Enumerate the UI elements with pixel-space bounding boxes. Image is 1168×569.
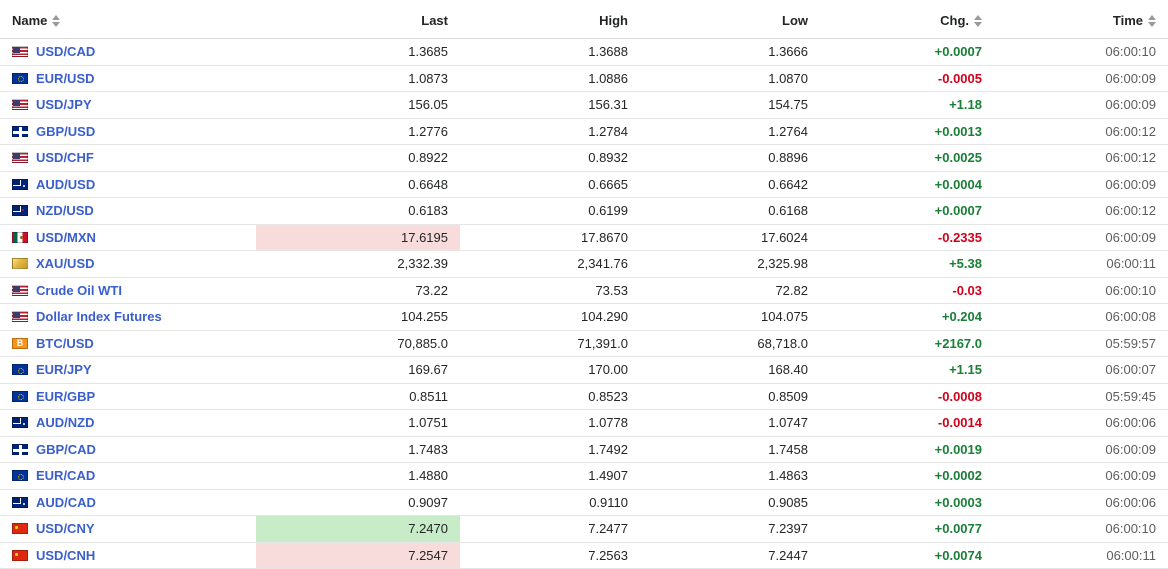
table-row[interactable] xyxy=(0,65,1168,92)
cell-last: 1.4880 xyxy=(256,463,460,490)
instrument-link[interactable]: EUR/JPY xyxy=(36,362,92,378)
gb-flag-icon xyxy=(12,444,28,455)
cell-last: 104.255 xyxy=(256,304,460,331)
cell-instrument xyxy=(0,145,256,172)
cell-change: -0.03 xyxy=(820,277,994,304)
cell-low: 2,325.98 xyxy=(640,251,820,278)
cell-time: 06:00:10 xyxy=(994,277,1168,304)
cell-high: 170.00 xyxy=(460,357,640,384)
sort-arrows-icon[interactable] xyxy=(1148,15,1156,27)
cell-last: 1.3685 xyxy=(256,39,460,66)
cell-high: 7.2563 xyxy=(460,542,640,569)
column-header-time-label: Time xyxy=(1112,13,1143,28)
cell-change: -0.0008 xyxy=(820,383,994,410)
table-row[interactable] xyxy=(0,463,1168,490)
instrument-link[interactable]: GBP/CAD xyxy=(36,441,96,457)
cell-low: 72.82 xyxy=(640,277,820,304)
cell-low: 1.2764 xyxy=(640,118,820,145)
sort-arrows-icon[interactable] xyxy=(52,15,60,27)
column-header-high-label: High xyxy=(599,13,628,28)
cell-high: 0.6665 xyxy=(460,171,640,198)
cell-time: 06:00:07 xyxy=(994,357,1168,384)
cell-instrument xyxy=(0,118,256,145)
cell-time: 06:00:09 xyxy=(994,171,1168,198)
table-row[interactable] xyxy=(0,410,1168,437)
table-row[interactable] xyxy=(0,92,1168,119)
cell-last: 0.6183 xyxy=(256,198,460,225)
us-flag-icon xyxy=(12,285,28,296)
cell-low: 17.6024 xyxy=(640,224,820,251)
us-flag-icon xyxy=(12,99,28,110)
cell-change: +0.0074 xyxy=(820,542,994,569)
btc-icon xyxy=(12,338,28,349)
cell-low: 154.75 xyxy=(640,92,820,119)
table-body xyxy=(0,39,1168,569)
cell-high: 1.0886 xyxy=(460,65,640,92)
cell-last: 17.6195 xyxy=(256,224,460,251)
cell-change: +0.0003 xyxy=(820,489,994,516)
cell-time: 06:00:12 xyxy=(994,198,1168,225)
cell-change: +2167.0 xyxy=(820,330,994,357)
cell-change: +5.38 xyxy=(820,251,994,278)
cell-high: 0.8523 xyxy=(460,383,640,410)
instrument-link[interactable]: AUD/NZD xyxy=(36,415,95,431)
au-flag-icon xyxy=(12,179,28,190)
cell-time: 06:00:11 xyxy=(994,542,1168,569)
cell-low: 7.2397 xyxy=(640,516,820,543)
cell-high: 1.0778 xyxy=(460,410,640,437)
cell-change: -0.0014 xyxy=(820,410,994,437)
cn-flag-icon xyxy=(12,523,28,534)
cell-last: 1.2776 xyxy=(256,118,460,145)
cell-high: 1.4907 xyxy=(460,463,640,490)
cell-time: 05:59:45 xyxy=(994,383,1168,410)
cell-change: +0.0019 xyxy=(820,436,994,463)
table-row[interactable] xyxy=(0,330,1168,357)
table-row[interactable] xyxy=(0,357,1168,384)
cell-time: 06:00:09 xyxy=(994,436,1168,463)
instrument-link[interactable]: EUR/CAD xyxy=(36,468,96,484)
cell-change: +0.0007 xyxy=(820,39,994,66)
table-header xyxy=(0,0,1168,39)
cell-time: 06:00:12 xyxy=(994,145,1168,172)
cell-high: 1.3688 xyxy=(460,39,640,66)
cell-low: 0.6168 xyxy=(640,198,820,225)
cell-high: 73.53 xyxy=(460,277,640,304)
cell-last: 7.2470 xyxy=(256,516,460,543)
column-header-last-label: Last xyxy=(421,13,448,28)
instrument-link[interactable]: XAU/USD xyxy=(36,256,95,272)
cell-time: 06:00:09 xyxy=(994,92,1168,119)
table-row[interactable] xyxy=(0,516,1168,543)
cell-time: 06:00:06 xyxy=(994,410,1168,437)
table-row[interactable] xyxy=(0,277,1168,304)
cell-time: 05:59:57 xyxy=(994,330,1168,357)
column-header-chg-label: Chg. xyxy=(940,13,969,28)
instrument-link[interactable]: Crude Oil WTI xyxy=(36,282,122,298)
table-row[interactable] xyxy=(0,436,1168,463)
cell-instrument xyxy=(0,92,256,119)
cell-time: 06:00:10 xyxy=(994,516,1168,543)
cn-flag-icon xyxy=(12,550,28,561)
cell-low: 0.9085 xyxy=(640,489,820,516)
cell-low: 168.40 xyxy=(640,357,820,384)
cell-time: 06:00:12 xyxy=(994,118,1168,145)
instrument-link[interactable]: EUR/USD xyxy=(36,70,95,86)
cell-change: -0.0005 xyxy=(820,65,994,92)
cell-high: 104.290 xyxy=(460,304,640,331)
cell-last: 1.0751 xyxy=(256,410,460,437)
cell-instrument xyxy=(0,357,256,384)
cell-change: +1.18 xyxy=(820,92,994,119)
sort-arrows-icon[interactable] xyxy=(974,15,982,27)
cell-high: 0.9110 xyxy=(460,489,640,516)
cell-time: 06:00:09 xyxy=(994,463,1168,490)
cell-instrument xyxy=(0,410,256,437)
cell-change: +0.0002 xyxy=(820,463,994,490)
table-row[interactable] xyxy=(0,304,1168,331)
cell-high: 1.2784 xyxy=(460,118,640,145)
table-row[interactable] xyxy=(0,171,1168,198)
table-row[interactable] xyxy=(0,39,1168,66)
cell-instrument xyxy=(0,171,256,198)
cell-last: 1.0873 xyxy=(256,65,460,92)
cell-high: 1.7492 xyxy=(460,436,640,463)
cell-time: 06:00:10 xyxy=(994,39,1168,66)
cell-last: 1.7483 xyxy=(256,436,460,463)
cell-low: 68,718.0 xyxy=(640,330,820,357)
cell-last: 0.6648 xyxy=(256,171,460,198)
table-row[interactable] xyxy=(0,489,1168,516)
cell-last: 0.8511 xyxy=(256,383,460,410)
cell-instrument xyxy=(0,542,256,569)
cell-change: +0.204 xyxy=(820,304,994,331)
cell-last: 0.9097 xyxy=(256,489,460,516)
instrument-link[interactable]: USD/CHF xyxy=(36,150,94,166)
eu-flag-icon xyxy=(12,470,28,481)
instrument-link[interactable]: Dollar Index Futures xyxy=(36,309,162,325)
cell-change: +1.15 xyxy=(820,357,994,384)
cell-instrument xyxy=(0,463,256,490)
instrument-link[interactable]: USD/MXN xyxy=(36,229,96,245)
table-row[interactable] xyxy=(0,251,1168,278)
column-header-chg[interactable] xyxy=(820,0,994,39)
column-header-low[interactable] xyxy=(640,0,820,39)
cell-low: 1.0870 xyxy=(640,65,820,92)
cell-last: 156.05 xyxy=(256,92,460,119)
table-row[interactable] xyxy=(0,383,1168,410)
cell-low: 0.8509 xyxy=(640,383,820,410)
cell-time: 06:00:09 xyxy=(994,224,1168,251)
cell-change: +0.0007 xyxy=(820,198,994,225)
instrument-link[interactable]: USD/JPY xyxy=(36,97,92,113)
cell-low: 1.4863 xyxy=(640,463,820,490)
cell-low: 0.8896 xyxy=(640,145,820,172)
cell-last: 0.8922 xyxy=(256,145,460,172)
cell-instrument xyxy=(0,277,256,304)
cell-change: +0.0025 xyxy=(820,145,994,172)
us-flag-icon xyxy=(12,311,28,322)
cell-low: 104.075 xyxy=(640,304,820,331)
cell-high: 71,391.0 xyxy=(460,330,640,357)
cell-instrument xyxy=(0,39,256,66)
cell-instrument xyxy=(0,489,256,516)
cell-instrument xyxy=(0,330,256,357)
cell-last: 70,885.0 xyxy=(256,330,460,357)
instrument-link[interactable]: USD/CNY xyxy=(36,521,95,537)
cell-low: 1.3666 xyxy=(640,39,820,66)
cell-last: 73.22 xyxy=(256,277,460,304)
cell-high: 0.8932 xyxy=(460,145,640,172)
cell-time: 06:00:11 xyxy=(994,251,1168,278)
table-row[interactable] xyxy=(0,198,1168,225)
instrument-link[interactable]: EUR/GBP xyxy=(36,388,96,404)
table-row[interactable] xyxy=(0,224,1168,251)
us-flag-icon xyxy=(12,152,28,163)
au-flag-icon xyxy=(12,497,28,508)
eu-flag-icon xyxy=(12,73,28,84)
table-row[interactable] xyxy=(0,542,1168,569)
instrument-link[interactable]: BTC/USD xyxy=(36,335,94,351)
cell-time: 06:00:08 xyxy=(994,304,1168,331)
table-header-row xyxy=(0,0,1168,39)
cell-high: 0.6199 xyxy=(460,198,640,225)
cell-last: 7.2547 xyxy=(256,542,460,569)
cell-instrument xyxy=(0,224,256,251)
eu-flag-icon xyxy=(12,391,28,402)
mx-flag-icon xyxy=(12,232,28,243)
cell-instrument xyxy=(0,436,256,463)
cell-instrument xyxy=(0,383,256,410)
cell-low: 0.6642 xyxy=(640,171,820,198)
instrument-link[interactable]: AUD/USD xyxy=(36,176,96,192)
cell-last: 169.67 xyxy=(256,357,460,384)
cell-change: +0.0077 xyxy=(820,516,994,543)
column-header-name[interactable] xyxy=(0,0,256,39)
gb-flag-icon xyxy=(12,126,28,137)
cell-high: 2,341.76 xyxy=(460,251,640,278)
eu-flag-icon xyxy=(12,364,28,375)
cell-high: 7.2477 xyxy=(460,516,640,543)
instrument-link[interactable]: GBP/USD xyxy=(36,123,96,139)
column-header-high[interactable] xyxy=(460,0,640,39)
cell-change: +0.0013 xyxy=(820,118,994,145)
cell-change: +0.0004 xyxy=(820,171,994,198)
column-header-last[interactable] xyxy=(256,0,460,39)
table-row[interactable] xyxy=(0,145,1168,172)
cell-instrument xyxy=(0,304,256,331)
us-flag-icon xyxy=(12,46,28,57)
cell-high: 156.31 xyxy=(460,92,640,119)
instrument-link[interactable]: USD/CAD xyxy=(36,44,96,60)
instrument-link[interactable]: NZD/USD xyxy=(36,203,94,219)
cell-low: 1.7458 xyxy=(640,436,820,463)
cell-high: 17.8670 xyxy=(460,224,640,251)
instrument-link[interactable]: USD/CNH xyxy=(36,547,96,563)
cell-time: 06:00:06 xyxy=(994,489,1168,516)
cell-low: 1.0747 xyxy=(640,410,820,437)
cell-instrument xyxy=(0,198,256,225)
cell-instrument xyxy=(0,251,256,278)
column-header-low-label: Low xyxy=(782,13,808,28)
cell-change: -0.2335 xyxy=(820,224,994,251)
cell-instrument xyxy=(0,65,256,92)
au-flag-icon xyxy=(12,417,28,428)
nz-flag-icon xyxy=(12,205,28,216)
column-header-name-label: Name xyxy=(12,13,48,28)
table-row[interactable] xyxy=(0,118,1168,145)
cell-time: 06:00:09 xyxy=(994,65,1168,92)
instrument-link[interactable]: AUD/CAD xyxy=(36,494,96,510)
cell-instrument xyxy=(0,516,256,543)
column-header-time[interactable] xyxy=(994,0,1168,39)
cell-low: 7.2447 xyxy=(640,542,820,569)
gold-icon xyxy=(12,258,28,269)
cell-last: 2,332.39 xyxy=(256,251,460,278)
